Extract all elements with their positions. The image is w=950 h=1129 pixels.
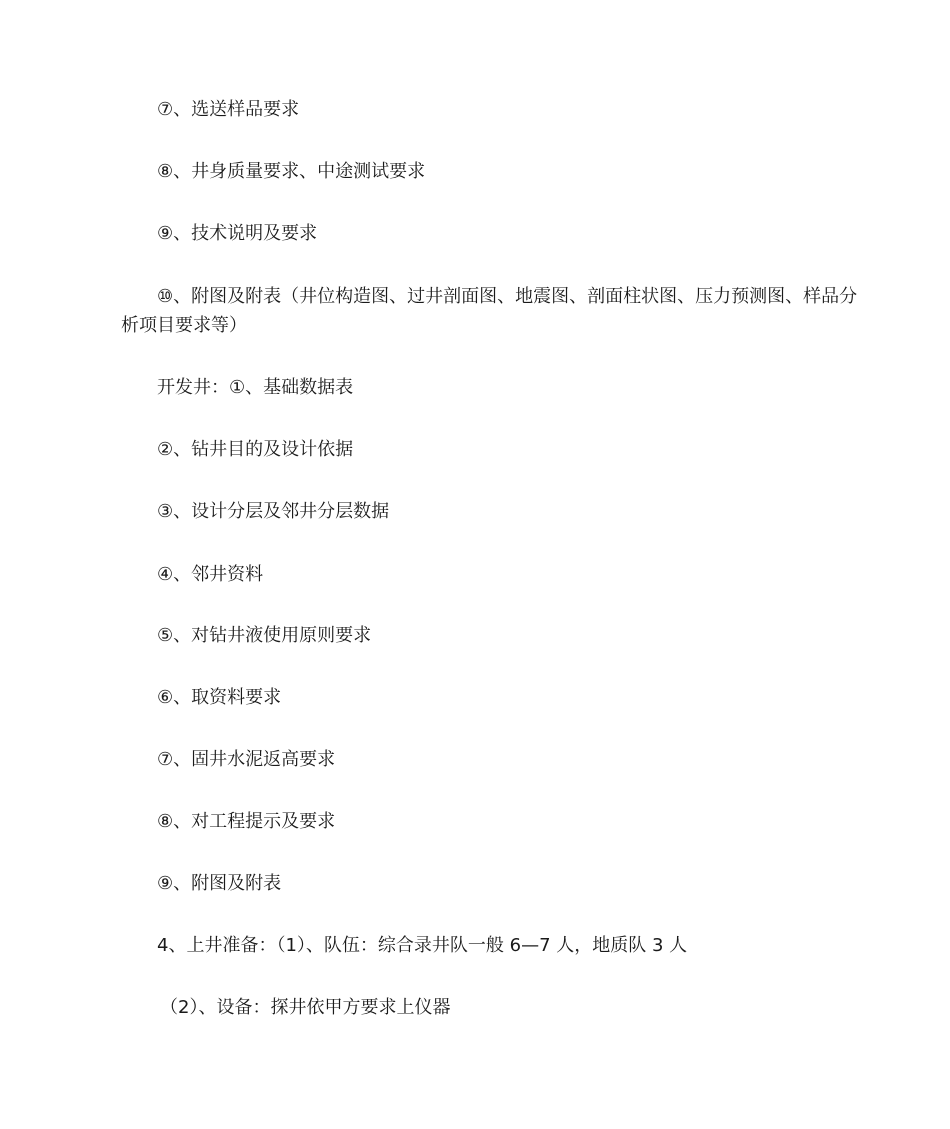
paragraph-attached-tables: ⑨、附图及附表 bbox=[157, 873, 282, 894]
paragraph-data-acquisition: ⑥、取资料要求 bbox=[157, 687, 282, 708]
paragraph-cement-return: ⑦、固井水泥返高要求 bbox=[157, 749, 336, 770]
paragraph-well-preparation: 4、上井准备：（1）、队伍：综合录井队一般 6—7 人，地质队 3 人 bbox=[157, 935, 688, 956]
paragraph-development-well: 开发井：①、基础数据表 bbox=[157, 377, 354, 398]
paragraph-drilling-purpose: ②、钻井目的及设计依据 bbox=[157, 439, 354, 460]
paragraph-drilling-fluid: ⑤、对钻井液使用原则要求 bbox=[157, 625, 372, 646]
paragraph-neighbor-well-data: ④、邻井资料 bbox=[157, 564, 264, 585]
paragraph-attached-figures: ⑩、附图及附表（井位构造图、过井剖面图、地震图、剖面柱状图、压力预测图、样品分析项目要求等） bbox=[121, 286, 858, 336]
paragraph-technical-notes: ⑨、技术说明及要求 bbox=[157, 223, 318, 244]
paragraph-wellbore-quality: ⑧、井身质量要求、中途测试要求 bbox=[157, 161, 426, 182]
paragraph-engineering-notes: ⑧、对工程提示及要求 bbox=[157, 811, 336, 832]
paragraph-equipment: （2）、设备：探井依甲方要求上仪器 bbox=[160, 997, 451, 1018]
paragraph-design-layers: ③、设计分层及邻井分层数据 bbox=[157, 501, 390, 522]
paragraph-sample-requirements: ⑦、选送样品要求 bbox=[157, 99, 300, 120]
